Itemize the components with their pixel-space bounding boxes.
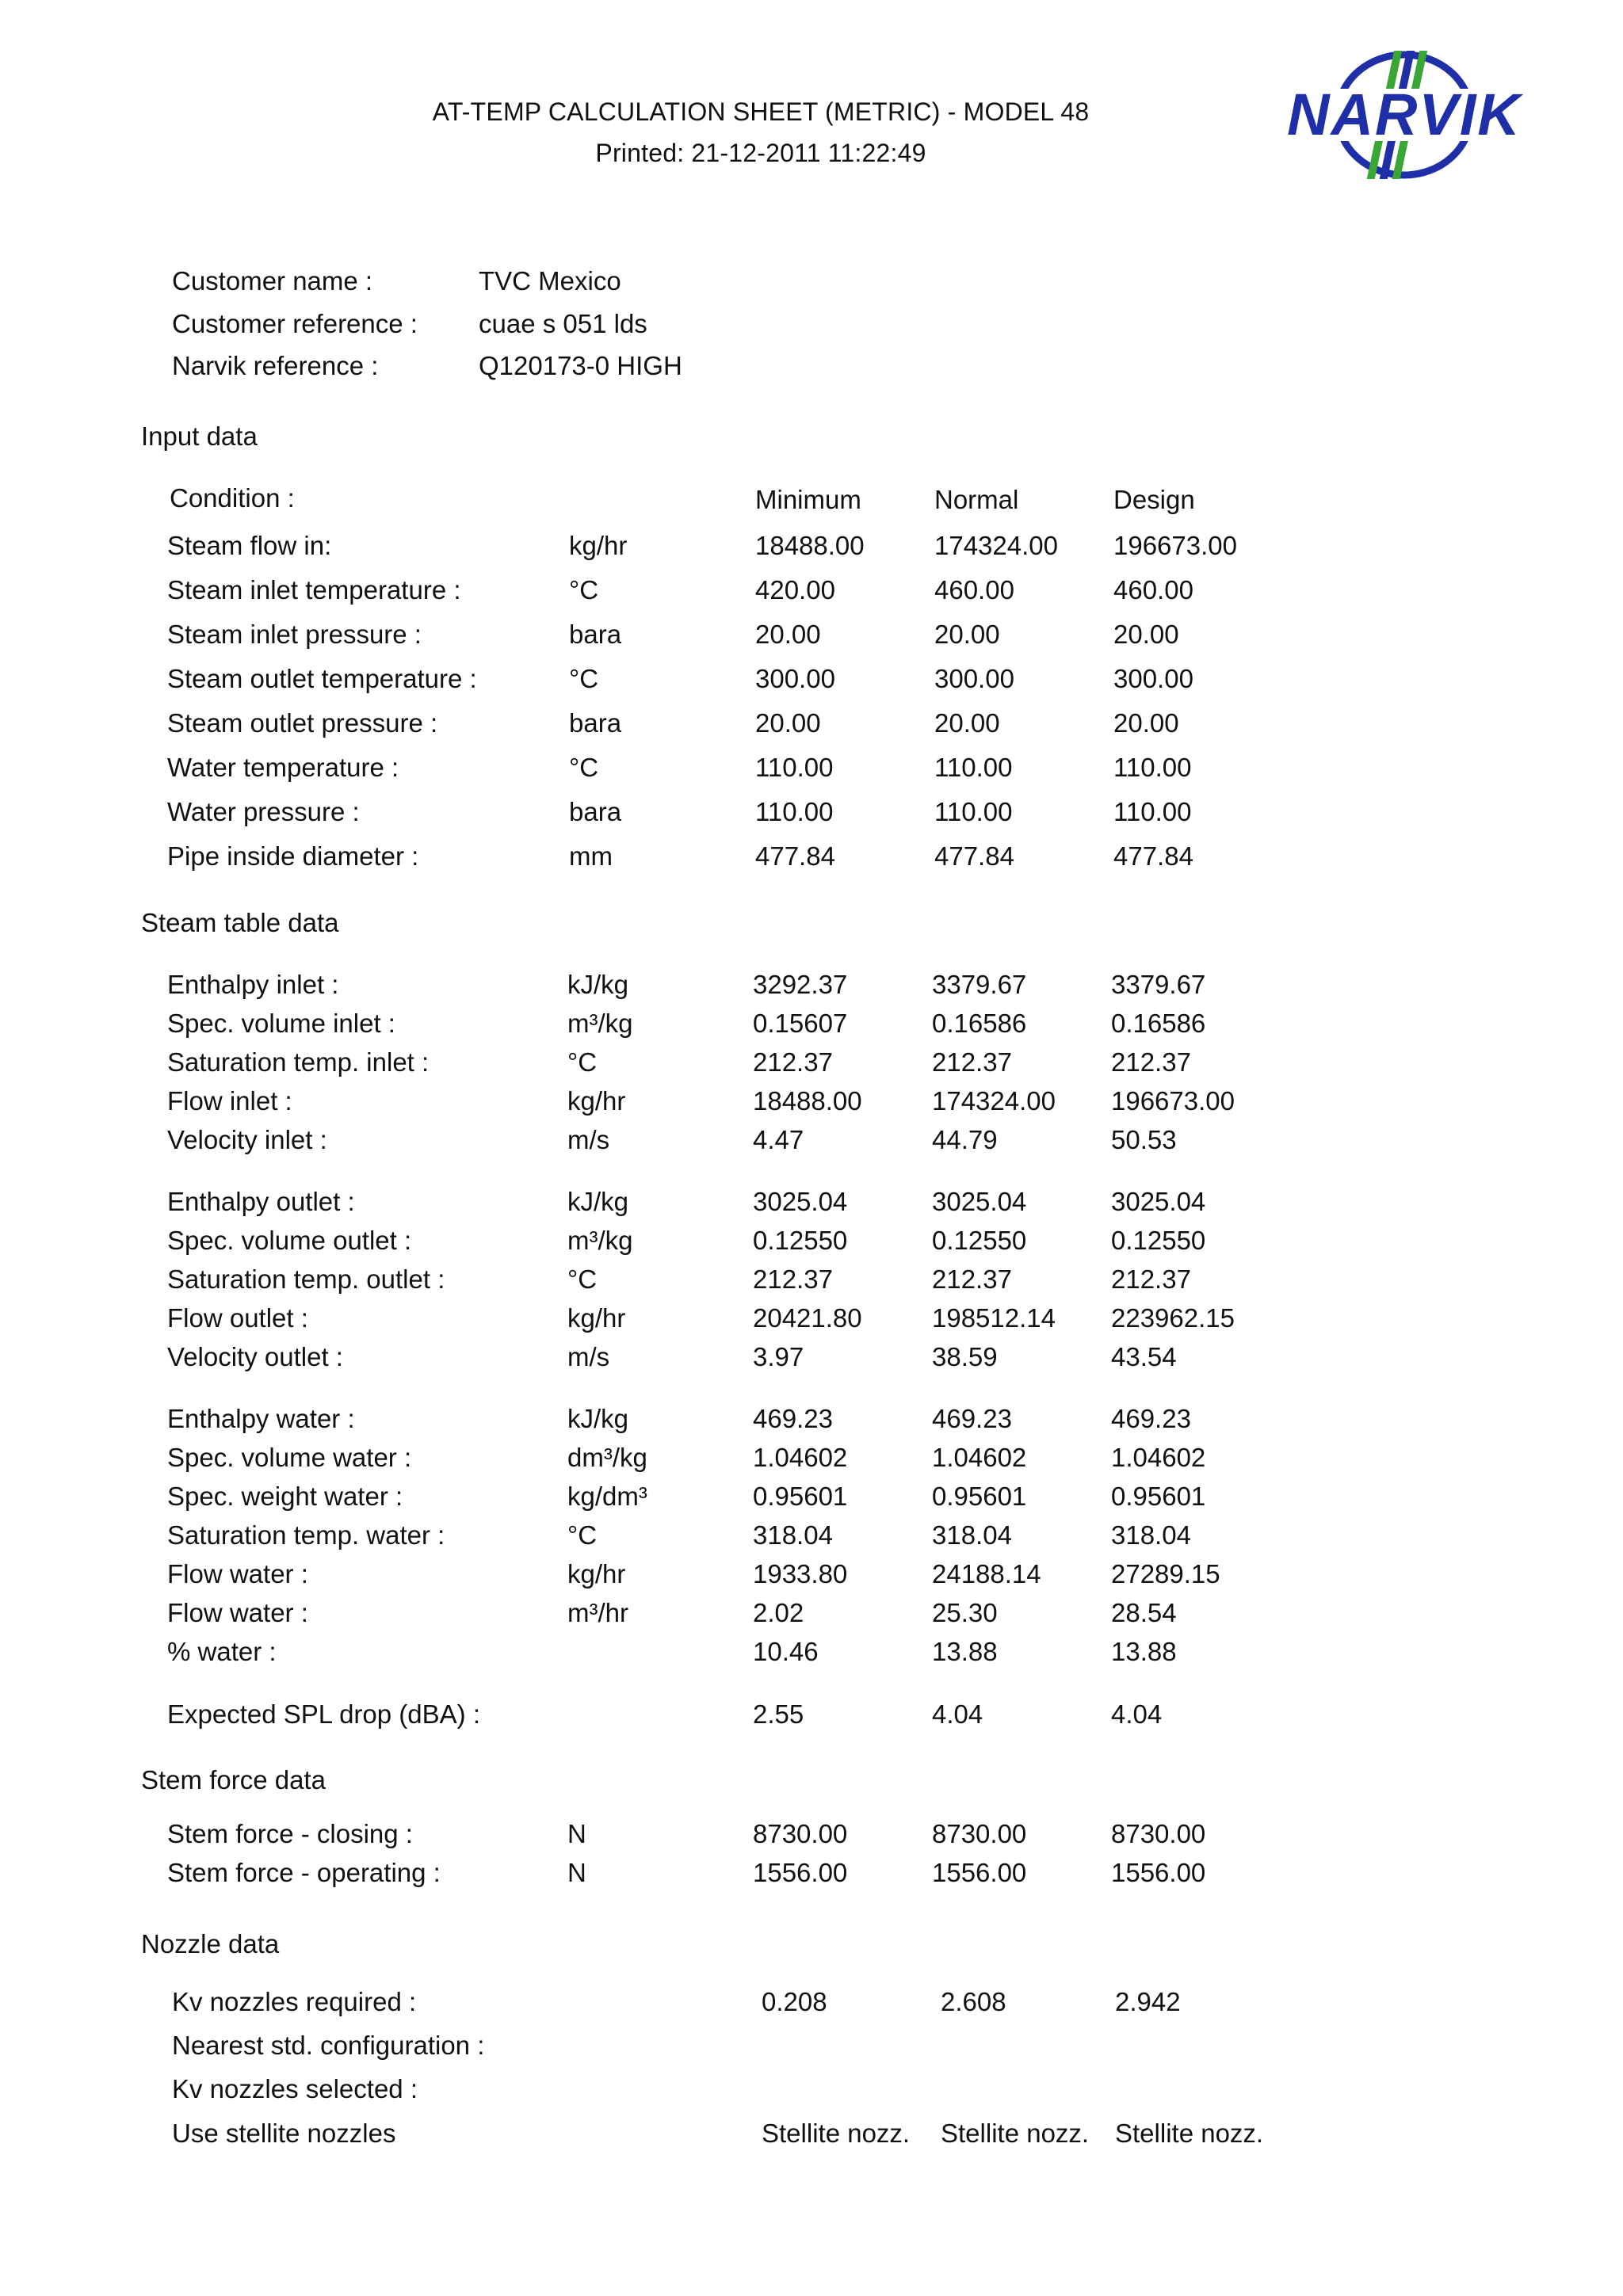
row-unit: °C bbox=[567, 1520, 598, 1550]
row-label: Enthalpy inlet : bbox=[167, 970, 339, 999]
value-minimum: 110.00 bbox=[755, 753, 834, 782]
value-design: 0.16586 bbox=[1111, 1009, 1206, 1038]
row-unit: bara bbox=[569, 797, 622, 826]
row-unit: kg/hr bbox=[567, 1559, 626, 1589]
row-unit: °C bbox=[569, 664, 599, 693]
row-unit: °C bbox=[567, 1047, 598, 1077]
value-normal: 198512.14 bbox=[932, 1303, 1056, 1333]
row-unit: m³/kg bbox=[567, 1226, 633, 1255]
value-design: 196673.00 bbox=[1111, 1086, 1235, 1116]
value-design: 8730.00 bbox=[1111, 1819, 1206, 1848]
value-minimum: 3025.04 bbox=[753, 1187, 848, 1216]
condition-label: Condition : bbox=[170, 483, 295, 513]
value-normal: 469.23 bbox=[932, 1404, 1012, 1433]
value-minimum: 20.00 bbox=[755, 620, 821, 649]
value-design: 3379.67 bbox=[1111, 970, 1206, 999]
customer-field-label: Customer name : bbox=[172, 266, 373, 296]
value-normal: 110.00 bbox=[934, 797, 1013, 826]
row-label: % water : bbox=[167, 1637, 277, 1666]
value-minimum: Stellite nozz. bbox=[762, 2119, 911, 2148]
row-label: Use stellite nozzles bbox=[172, 2119, 396, 2148]
customer-field-value: Q120173-0 HIGH bbox=[479, 351, 682, 380]
row-unit: m³/hr bbox=[567, 1598, 628, 1627]
row-label: Steam flow in: bbox=[167, 531, 332, 560]
row-label: Kv nozzles selected : bbox=[172, 2074, 418, 2103]
row-label: Water temperature : bbox=[167, 753, 399, 782]
value-minimum: 0.208 bbox=[762, 1987, 827, 2016]
value-minimum: 110.00 bbox=[755, 797, 834, 826]
value-design: 300.00 bbox=[1113, 664, 1193, 693]
row-unit: bara bbox=[569, 708, 622, 738]
row-label: Saturation temp. outlet : bbox=[167, 1264, 445, 1294]
value-design: 20.00 bbox=[1113, 620, 1179, 649]
value-design: 27289.15 bbox=[1111, 1559, 1220, 1589]
value-design: 13.88 bbox=[1111, 1637, 1177, 1666]
row-label: Spec. volume inlet : bbox=[167, 1009, 395, 1038]
value-normal: 8730.00 bbox=[932, 1819, 1027, 1848]
value-minimum: 212.37 bbox=[753, 1047, 833, 1077]
value-design: 110.00 bbox=[1113, 753, 1192, 782]
row-label: Steam outlet temperature : bbox=[167, 664, 477, 693]
value-minimum: 420.00 bbox=[755, 575, 835, 605]
value-normal: 1556.00 bbox=[932, 1858, 1027, 1887]
value-normal: 212.37 bbox=[932, 1047, 1012, 1077]
row-label: Kv nozzles required : bbox=[172, 1987, 417, 2016]
row-unit: kJ/kg bbox=[567, 1404, 629, 1433]
value-design: 196673.00 bbox=[1113, 531, 1237, 560]
row-unit: N bbox=[567, 1858, 586, 1887]
value-design: 0.95601 bbox=[1111, 1482, 1206, 1511]
value-design: 0.12550 bbox=[1111, 1226, 1206, 1255]
value-design: 4.04 bbox=[1111, 1699, 1163, 1729]
value-normal: 174324.00 bbox=[932, 1086, 1056, 1116]
value-design: 50.53 bbox=[1111, 1125, 1177, 1154]
row-unit: kJ/kg bbox=[567, 970, 629, 999]
row-unit: °C bbox=[569, 575, 599, 605]
row-label: Pipe inside diameter : bbox=[167, 841, 419, 871]
row-unit: kg/dm³ bbox=[567, 1482, 647, 1511]
value-minimum: 2.55 bbox=[753, 1699, 804, 1729]
value-minimum: 318.04 bbox=[753, 1520, 833, 1550]
value-minimum: 1933.80 bbox=[753, 1559, 848, 1589]
value-normal: 460.00 bbox=[934, 575, 1014, 605]
value-minimum: 2.02 bbox=[753, 1598, 804, 1627]
row-label: Spec. volume outlet : bbox=[167, 1226, 412, 1255]
value-normal: 20.00 bbox=[934, 620, 1000, 649]
customer-field-label: Customer reference : bbox=[172, 309, 418, 338]
value-normal: 13.88 bbox=[932, 1637, 998, 1666]
value-minimum: 20421.80 bbox=[753, 1303, 862, 1333]
customer-field-value: cuae s 051 lds bbox=[479, 309, 647, 338]
narvik-logo bbox=[1277, 48, 1531, 182]
row-label: Water pressure : bbox=[167, 797, 360, 826]
value-normal: 24188.14 bbox=[932, 1559, 1041, 1589]
row-unit: kg/hr bbox=[567, 1086, 626, 1116]
row-label: Enthalpy water : bbox=[167, 1404, 355, 1433]
input-data-heading: Input data bbox=[141, 421, 258, 451]
row-unit: bara bbox=[569, 620, 622, 649]
value-design: 477.84 bbox=[1113, 841, 1193, 871]
value-minimum: 300.00 bbox=[755, 664, 835, 693]
stem-force-heading: Stem force data bbox=[141, 1765, 326, 1794]
row-label: Saturation temp. inlet : bbox=[167, 1047, 430, 1077]
value-normal: 477.84 bbox=[934, 841, 1014, 871]
value-normal: 0.12550 bbox=[932, 1226, 1027, 1255]
row-unit: m/s bbox=[567, 1125, 610, 1154]
value-normal: 3025.04 bbox=[932, 1187, 1027, 1216]
value-normal: 174324.00 bbox=[934, 531, 1058, 560]
value-normal: 0.16586 bbox=[932, 1009, 1027, 1038]
row-label: Stem force - operating : bbox=[167, 1858, 441, 1887]
value-minimum: 1.04602 bbox=[753, 1443, 848, 1472]
value-minimum: 18488.00 bbox=[755, 531, 865, 560]
row-label: Steam outlet pressure : bbox=[167, 708, 438, 738]
value-minimum: 212.37 bbox=[753, 1264, 833, 1294]
value-normal: 300.00 bbox=[934, 664, 1014, 693]
logo-text: NARVIK bbox=[1287, 82, 1522, 147]
value-minimum: 18488.00 bbox=[753, 1086, 862, 1116]
value-normal: 110.00 bbox=[934, 753, 1013, 782]
value-design: 223962.15 bbox=[1111, 1303, 1235, 1333]
value-normal: 38.59 bbox=[932, 1342, 998, 1371]
row-unit: kg/hr bbox=[567, 1303, 626, 1333]
row-unit: mm bbox=[569, 841, 613, 871]
value-design: 212.37 bbox=[1111, 1047, 1191, 1077]
row-label: Enthalpy outlet : bbox=[167, 1187, 355, 1216]
row-label: Steam inlet pressure : bbox=[167, 620, 422, 649]
value-minimum: 8730.00 bbox=[753, 1819, 848, 1848]
row-label: Nearest std. configuration : bbox=[172, 2031, 485, 2060]
value-minimum: 477.84 bbox=[755, 841, 835, 871]
value-minimum: 3292.37 bbox=[753, 970, 848, 999]
row-label: Spec. volume water : bbox=[167, 1443, 412, 1472]
value-design: 460.00 bbox=[1113, 575, 1193, 605]
row-unit: m³/kg bbox=[567, 1009, 633, 1038]
value-normal: 4.04 bbox=[932, 1699, 983, 1729]
row-label: Steam inlet temperature : bbox=[167, 575, 461, 605]
value-design: 469.23 bbox=[1111, 1404, 1191, 1433]
value-design: 110.00 bbox=[1113, 797, 1192, 826]
row-unit: °C bbox=[567, 1264, 598, 1294]
value-minimum: 0.95601 bbox=[753, 1482, 848, 1511]
value-minimum: 10.46 bbox=[753, 1637, 819, 1666]
value-minimum: 3.97 bbox=[753, 1342, 804, 1371]
value-normal: 3379.67 bbox=[932, 970, 1027, 999]
value-normal: 1.04602 bbox=[932, 1443, 1027, 1472]
column-header-minimum: Minimum bbox=[755, 485, 861, 514]
value-design: 43.54 bbox=[1111, 1342, 1177, 1371]
value-normal: 25.30 bbox=[932, 1598, 998, 1627]
row-unit: kJ/kg bbox=[567, 1187, 629, 1216]
row-label: Flow water : bbox=[167, 1598, 308, 1627]
row-label: Velocity outlet : bbox=[167, 1342, 343, 1371]
row-label: Flow inlet : bbox=[167, 1086, 292, 1116]
printed-timestamp: Printed: 21-12-2011 11:22:49 bbox=[595, 139, 926, 167]
value-normal: 20.00 bbox=[934, 708, 1000, 738]
value-normal: 212.37 bbox=[932, 1264, 1012, 1294]
row-label: Flow water : bbox=[167, 1559, 308, 1589]
value-design: 2.942 bbox=[1115, 1987, 1181, 2016]
row-label: Stem force - closing : bbox=[167, 1819, 413, 1848]
value-design: 318.04 bbox=[1111, 1520, 1191, 1550]
steam-table-heading: Steam table data bbox=[141, 908, 339, 937]
value-minimum: 1556.00 bbox=[753, 1858, 848, 1887]
row-unit: m/s bbox=[567, 1342, 610, 1371]
value-minimum: 4.47 bbox=[753, 1125, 804, 1154]
row-unit: N bbox=[567, 1819, 586, 1848]
value-minimum: 0.15607 bbox=[753, 1009, 848, 1038]
value-design: 28.54 bbox=[1111, 1598, 1177, 1627]
column-header-design: Design bbox=[1113, 485, 1195, 514]
value-minimum: 20.00 bbox=[755, 708, 821, 738]
value-design: 1.04602 bbox=[1111, 1443, 1206, 1472]
value-design: 3025.04 bbox=[1111, 1187, 1206, 1216]
value-normal: 2.608 bbox=[941, 1987, 1006, 2016]
value-normal: 44.79 bbox=[932, 1125, 998, 1154]
row-unit: dm³/kg bbox=[567, 1443, 647, 1472]
row-unit: kg/hr bbox=[569, 531, 628, 560]
column-header-normal: Normal bbox=[934, 485, 1019, 514]
row-label: Velocity inlet : bbox=[167, 1125, 327, 1154]
value-normal: Stellite nozz. bbox=[941, 2119, 1090, 2148]
row-unit: °C bbox=[569, 753, 599, 782]
value-normal: 318.04 bbox=[932, 1520, 1012, 1550]
customer-field-label: Narvik reference : bbox=[172, 351, 379, 380]
row-label: Saturation temp. water : bbox=[167, 1520, 445, 1550]
row-label: Expected SPL drop (dBA) : bbox=[167, 1699, 480, 1729]
value-minimum: 469.23 bbox=[753, 1404, 833, 1433]
value-normal: 0.95601 bbox=[932, 1482, 1027, 1511]
value-design: 212.37 bbox=[1111, 1264, 1191, 1294]
nozzle-data-heading: Nozzle data bbox=[141, 1929, 280, 1958]
customer-field-value: TVC Mexico bbox=[479, 266, 621, 296]
value-minimum: 0.12550 bbox=[753, 1226, 848, 1255]
row-label: Spec. weight water : bbox=[167, 1482, 403, 1511]
value-design: Stellite nozz. bbox=[1115, 2119, 1264, 2148]
page-title: AT-TEMP CALCULATION SHEET (METRIC) - MODEL 48 bbox=[432, 97, 1090, 126]
value-design: 1556.00 bbox=[1111, 1858, 1206, 1887]
row-label: Flow outlet : bbox=[167, 1303, 308, 1333]
value-design: 20.00 bbox=[1113, 708, 1179, 738]
